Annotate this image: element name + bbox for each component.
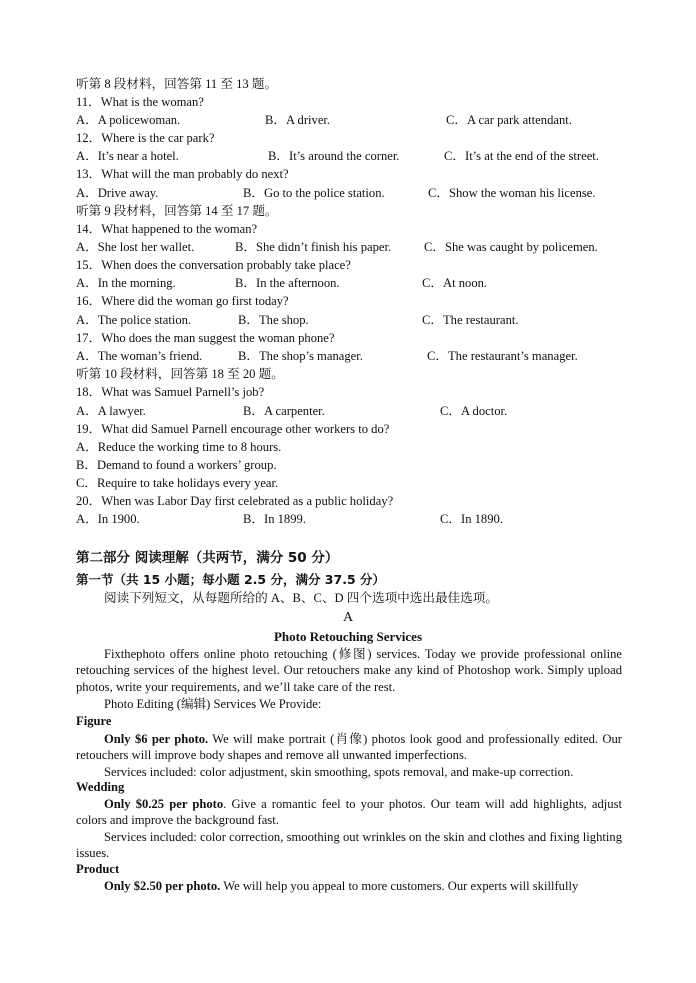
reading-section-title: 第一节（共 15 小题；每小题 2.5 分，满分 37.5 分） [76, 572, 385, 587]
q20-option-a: A．In 1900. [76, 512, 140, 526]
wedding-desc-text: . Give a romantic feel to your photos. Our team will add highlights, adjust colors and improve the background fast. [76, 797, 622, 828]
question-11: 11．What is the woman? [76, 95, 204, 109]
product-desc-text: We will help you appeal to more customers. Our experts will skillfully [220, 879, 579, 893]
q18-option-b: B．A carpenter. [243, 404, 325, 418]
question-18: 18．What was Samuel Parnell’s job? [76, 385, 265, 399]
product-description [76, 878, 622, 894]
question-14: 14．What happened to the woman? [76, 222, 258, 236]
figure-included [76, 764, 622, 780]
figure-description [76, 731, 622, 764]
q11-option-b: B．A driver. [265, 113, 331, 127]
wedding-price: Only $0.25 per photo [104, 797, 224, 811]
q17-option-c: C．The restaurant’s manager. [427, 349, 578, 363]
figure-included-text: Services included: color adjustment, skin smoothing, spots removal, and make-up correction. [104, 765, 574, 779]
q16-option-b: B．The shop. [238, 313, 309, 327]
product-heading: Product [76, 862, 120, 876]
q20-option-b: B．In 1899. [243, 512, 306, 526]
editing-services-line: Photo Editing (编辑) Services We Provide: [104, 697, 322, 711]
q19-option-c: C．Require to take holidays every year. [76, 476, 279, 490]
q17-option-b: B．The shop’s manager. [238, 349, 363, 363]
passage-title: Photo Retouching Services [273, 629, 423, 644]
q16-option-c: C．The restaurant. [422, 313, 519, 327]
q19-option-b: B．Demand to found a workers’ group. [76, 458, 277, 472]
q13-option-b: B．Go to the police station. [243, 186, 385, 200]
q12-option-b: B．It’s around the corner. [268, 149, 400, 163]
q14-option-c: C．She was caught by policemen. [424, 240, 598, 254]
q11-option-a: A．A policewoman. [76, 113, 181, 127]
question-16: 16．Where did the woman go first today? [76, 294, 289, 308]
intro-text: Fixthephoto offers online photo retouching (修图) services. Today we provide professional online retouching services of the highest level. Our retouchers make any kind of Photoshop work. Simply upload photos, write your requirements, and we’ll take care of the rest. [76, 647, 622, 694]
q18-option-a: A．A lawyer. [76, 404, 146, 418]
question-12: 12．Where is the car park? [76, 131, 215, 145]
q15-option-c: C．At noon. [422, 276, 488, 290]
question-20: 20．When was Labor Day first celebrated as a public holiday? [76, 494, 394, 508]
intro-paragraph [76, 646, 622, 695]
question-15: 15．When does the conversation probably take place? [76, 258, 351, 272]
figure-price: Only $6 per photo. [104, 732, 209, 746]
passage-letter: A [342, 610, 354, 625]
q13-option-c: C．Show the woman his license. [428, 186, 596, 200]
figure-heading: Figure [76, 714, 112, 728]
q12-option-c: C．It’s at the end of the street. [444, 149, 599, 163]
section-9-instruction: 听第 9 段材料，回答第 14 至 17 题。 [76, 204, 278, 218]
question-17: 17．Who does the man suggest the woman phone? [76, 331, 335, 345]
reading-instruction: 阅读下列短文，从每题所给的 A、B、C、D 四个选项中选出最佳选项。 [104, 591, 498, 605]
q18-option-c: C．A doctor. [440, 404, 508, 418]
q12-option-a: A．It’s near a hotel. [76, 149, 179, 163]
q14-option-a: A．She lost her wallet. [76, 240, 195, 254]
question-13: 13．What will the man probably do next? [76, 167, 289, 181]
q14-option-b: B．She didn’t finish his paper. [235, 240, 392, 254]
wedding-included [76, 829, 622, 862]
figure-desc-text: We will make portrait (肖像) photos look good and professionally edited. Our retouchers will improve body shapes and remove all unwanted imperfections. [76, 732, 622, 763]
section-8-instruction: 听第 8 段材料，回答第 11 至 13 题。 [76, 77, 278, 91]
q15-option-a: A．In the morning. [76, 276, 176, 290]
q16-option-a: A．The police station. [76, 313, 192, 327]
q20-option-c: C．In 1890. [440, 512, 503, 526]
q11-option-c: C．A car park attendant. [446, 113, 572, 127]
question-19: 19．What did Samuel Parnell encourage other workers to do? [76, 422, 390, 436]
wedding-heading: Wedding [76, 780, 125, 794]
q15-option-b: B．In the afternoon. [235, 276, 340, 290]
q17-option-a: A．The woman’s friend. [76, 349, 203, 363]
section-10-instruction: 听第 10 段材料，回答第 18 至 20 题。 [76, 367, 284, 381]
reading-part-title: 第二部分 阅读理解（共两节，满分 50 分） [76, 550, 339, 566]
q19-option-a: A．Reduce the working time to 8 hours. [76, 440, 282, 454]
q13-option-a: A．Drive away. [76, 186, 159, 200]
wedding-description [76, 796, 622, 829]
product-price: Only $2.50 per photo. [104, 879, 221, 893]
wedding-included-text: Services included: color correction, smoothing out wrinkles on the skin and clothes and fixing lighting issues. [76, 830, 622, 861]
